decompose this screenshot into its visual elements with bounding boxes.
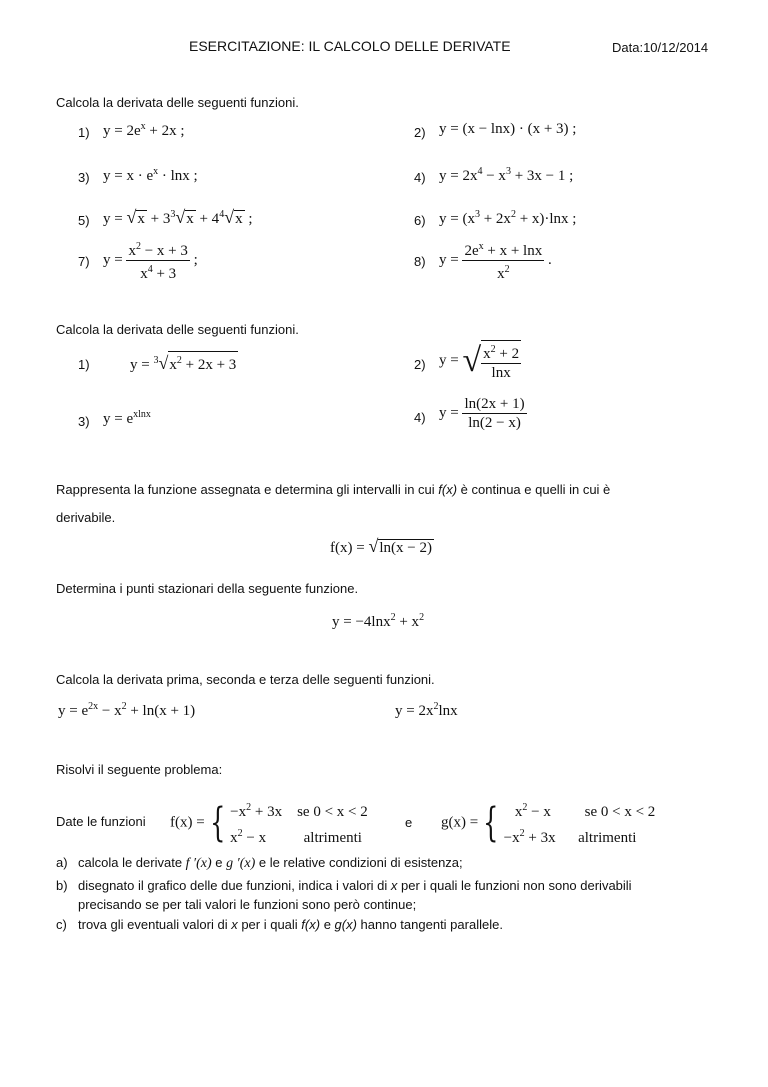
section5-function-2: $y = 2x^2\ln x$: [395, 701, 458, 719]
ex2-4-formula: y = $\frac{\ln(2x + 1)}{\ln(2 - x)}$: [439, 396, 525, 431]
section1-intro: Calcola la derivata delle seguenti funzioni.: [56, 95, 299, 110]
section3-intro-line2: derivabile.: [56, 510, 116, 525]
section3-intro: Rappresenta la funzione assegnata e determina gli intervalli in cui f(x) è continua e quelli in cui è: [56, 482, 611, 497]
section4-function: $y = -4\ln x^2 + x^2$: [332, 612, 425, 630]
ex2-4-number: 4): [414, 410, 426, 425]
ex2-1-formula: $y = ^3√x^2 + 2x + 3$: [130, 353, 237, 373]
section4-intro: Determina i punti stazionari della seguente funzione.: [56, 581, 359, 596]
ex6-number: 6): [414, 213, 426, 228]
ex2-2-formula: y = √ $\frac{x^2 + 2}{\ln x}$: [439, 342, 520, 381]
section6-given-label: Date le funzioni: [56, 814, 146, 829]
ex3-formula: $y = x \cdot e^x \cdot \ln x$ ;: [103, 166, 198, 184]
section5-intro: Calcola la derivata prima, seconda e terza delle seguenti funzioni.: [56, 672, 435, 687]
ex7-formula: y = $\frac{x^2 - x + 3}{x^4 + 3}$ ;: [103, 238, 198, 283]
item-b-label: b): [56, 878, 68, 893]
ex8-number: 8): [414, 254, 426, 269]
item-a-text: calcola le derivate f ′(x) e g ′(x) e le relative condizioni di esistenza;: [78, 855, 463, 871]
ex2-1-number: 1): [78, 357, 90, 372]
ex5-number: 5): [78, 213, 90, 228]
ex7-number: 7): [78, 254, 90, 269]
item-c-label: c): [56, 917, 67, 932]
ex2-2-number: 2): [414, 357, 426, 372]
ex2-formula: y = (x − lnx) · (x + 3) ;: [439, 121, 577, 137]
ex3-number: 3): [78, 170, 90, 185]
ex1-formula: $y = 2e^x + 2x$ ;: [103, 121, 185, 139]
item-c-text: trova gli eventuali valori di x per i quali f(x) e g(x) hanno tangenti parallele.: [78, 917, 503, 932]
section3-function: f(x) = √ln(x − 2): [330, 536, 432, 556]
ex4-number: 4): [414, 170, 426, 185]
piecewise-g: g(x) = { $x^2 - x$ se 0 < x < 2 $-x^2 + 3x$ altrimenti: [441, 800, 656, 846]
ex8-formula: y = $\frac{2e^x + x + \ln x}{x^2}$ .: [439, 238, 552, 283]
ex2-3-formula: $y = e^{xlnx}$: [103, 409, 151, 427]
item-b-text: disegnato il grafico delle due funzioni, indica i valori di x per i quali le funzioni non sono derivabili: [78, 878, 632, 893]
ex1-number: 1): [78, 125, 90, 140]
section6-intro: Risolvi il seguente problema:: [56, 762, 223, 777]
item-a-label: a): [56, 855, 68, 870]
ex4-formula: $y = 2x^4 - x^3 + 3x - 1$ ;: [439, 166, 574, 184]
conjunction-e: e: [405, 815, 413, 830]
ex5-formula: $y = √x + 3^3√x + 4^4√x$ ;: [103, 207, 253, 227]
ex6-formula: $y = (x^3 + 2x^2 + x)\cdot\ln x$ ;: [439, 209, 577, 227]
ex2-3-number: 3): [78, 414, 90, 429]
piecewise-f: f(x) = { $-x^2 + 3x$ se 0 < x < 2 $x^2 - x$ altrimenti: [170, 800, 368, 846]
item-b-text-line2: precisando se per tali valori le funzioni sono però continue;: [78, 897, 417, 912]
section5-function-1: $y = e^{2x} - x^2 + \ln(x + 1)$: [58, 701, 196, 719]
page-title: ESERCITAZIONE: IL CALCOLO DELLE DERIVATE: [189, 38, 511, 54]
date-label: Data:10/12/2014: [612, 40, 709, 55]
ex2-number: 2): [414, 125, 426, 140]
section2-intro: Calcola la derivata delle seguenti funzioni.: [56, 322, 299, 337]
